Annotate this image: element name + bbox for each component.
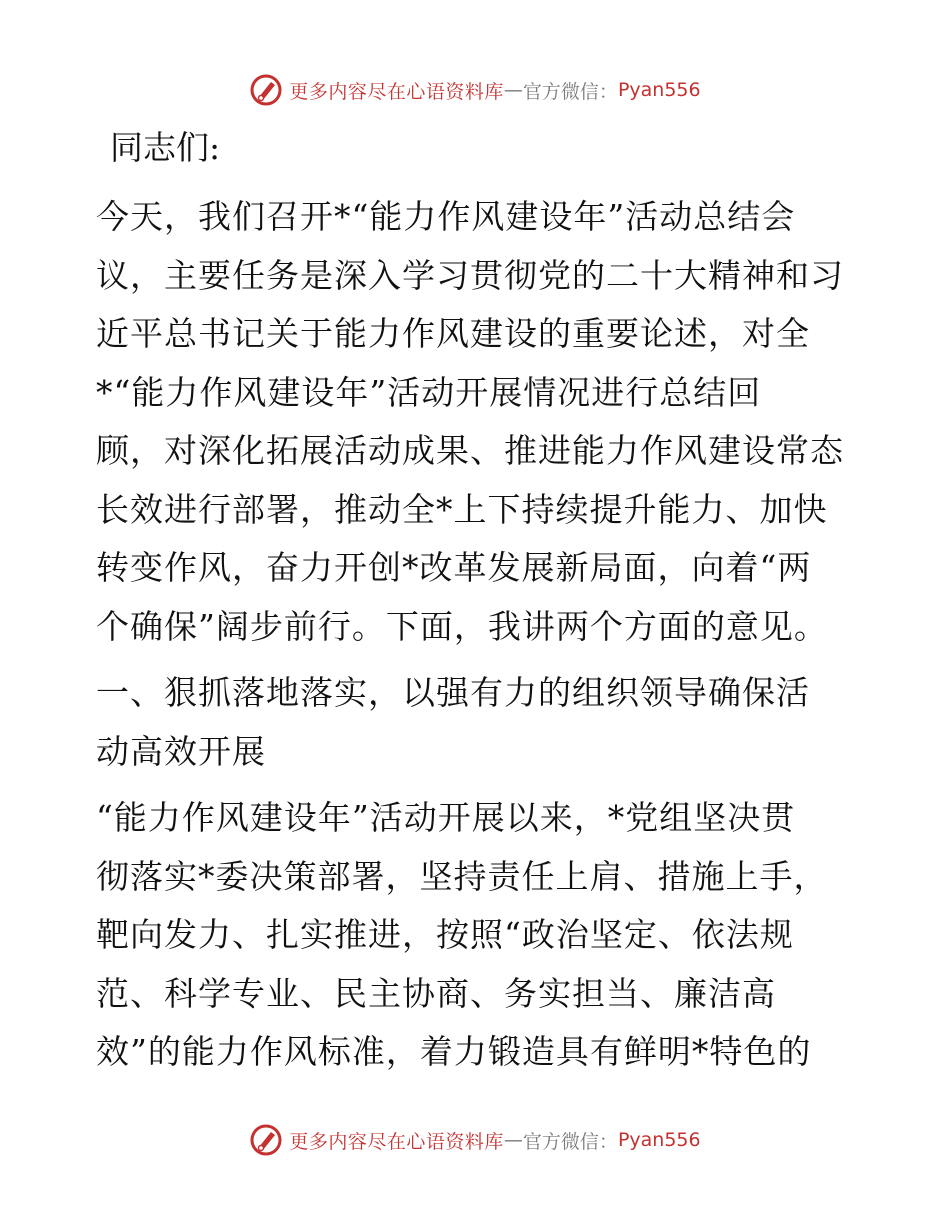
watermark-wechat-id: Pyan556 (617, 79, 701, 101)
text-line: 议，主要任务是深入学习贯彻党的二十大精神和习 (96, 255, 844, 295)
text-line: 彻落实*委决策部署，坚持责任上肩、措施上手， (96, 856, 828, 896)
text-line: 靶向发力、扎实推进，按照“政治坚定、依法规 (96, 915, 794, 954)
text-line: 转变作风，奋力开创*改革发展新局面，向着“两 (96, 548, 812, 587)
document-body (96, 118, 856, 1090)
text-line: 个确保”阔步前行。下面，我讲两个方面的意见。 (96, 606, 828, 646)
greeting: 同志们: (110, 128, 221, 167)
text-line: “能力作风建设年”活动开展以来，*党组坚决贯 (96, 798, 796, 837)
pen-logo-icon (249, 1123, 283, 1157)
section-heading-1 (96, 664, 856, 781)
watermark-official-label: 官方微信： (522, 80, 618, 103)
watermark-text: 更多内容尽在心语资料库 (289, 80, 504, 103)
watermark-header (0, 70, 950, 110)
watermark-separator: — (503, 1129, 523, 1151)
pen-logo-icon (249, 73, 283, 107)
watermark-separator: — (503, 79, 523, 101)
text-line: 范、科学专业、民主协商、务实担当、廉洁高 (96, 973, 776, 1013)
text-line: 效”的能力作风标准，着力锻造具有鲜明*特色的 (96, 1032, 812, 1071)
heading-line: 动高效开展 (96, 731, 266, 771)
paragraph-intro (96, 188, 856, 656)
text-line: *“能力作风建设年”活动开展情况进行总结回 (96, 372, 762, 412)
watermark-footer (0, 1120, 950, 1160)
text-line: 今天，我们召开*“能力作风建设年”活动总结会 (96, 197, 796, 236)
paragraph-section-1 (96, 789, 856, 1082)
watermark-text: 更多内容尽在心语资料库 (289, 1130, 504, 1153)
text-line: 长效进行部署，推动全*上下持续提升能力、加快 (96, 489, 828, 529)
heading-line: 一、狠抓落地落实，以强有力的组织领导确保活 (96, 673, 810, 712)
text-line: 顾，对深化拓展活动成果、推进能力作风建设常态 (96, 431, 844, 470)
watermark-wechat-id: Pyan556 (617, 1129, 701, 1151)
watermark-official-label: 官方微信： (522, 1130, 618, 1153)
text-line: 近平总书记关于能力作风建设的重要论述，对全 (96, 314, 810, 353)
